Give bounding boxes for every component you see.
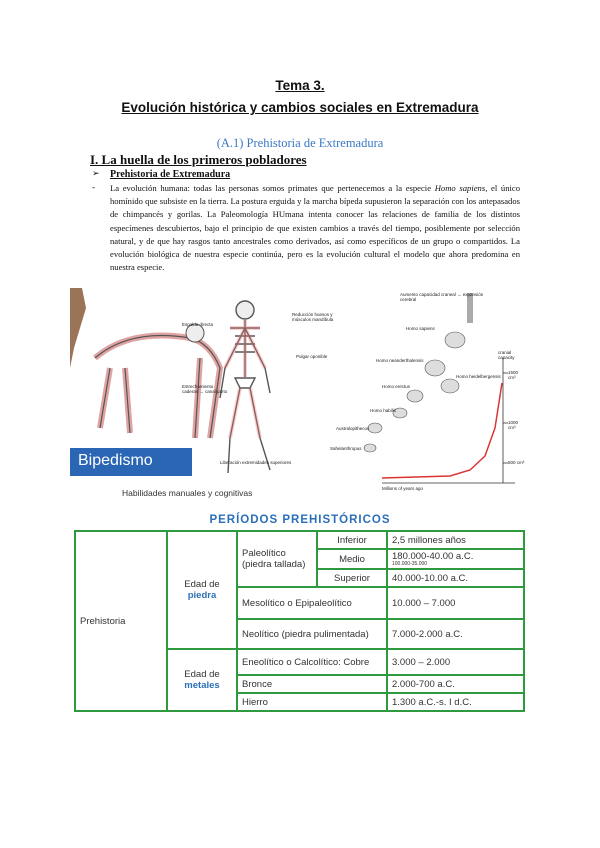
cell-superior-date: 40.000-10.00 a.C.	[387, 569, 524, 587]
cell-superior: Superior	[317, 569, 387, 587]
dash-bullet: -	[92, 182, 95, 192]
habilidades-caption: Habilidades manuales y cognitivas	[122, 488, 253, 498]
paragraph-evolucion	[110, 182, 520, 274]
cell-neolitico: Neolítico (piedra pulimentada)	[237, 619, 387, 649]
skull-icons	[364, 332, 465, 452]
cell-edad-piedra	[167, 531, 237, 649]
cell-hierro: Hierro	[237, 693, 387, 711]
label-erectus: Homo erectus	[382, 384, 411, 389]
cell-inferior-date: 2,5 millones años	[387, 531, 524, 549]
cell-mesolitico: Mesolítico o Epipaleolítico	[237, 587, 387, 619]
label-c1000: 1000 cm³	[508, 420, 519, 430]
label-aumento: Aumento capacidad craneal → expansión cerebral	[400, 292, 484, 302]
label-reduccion: Reducción huesos y músculos mandíbula	[292, 312, 334, 322]
cell-prehistoria: Prehistoria	[75, 531, 167, 711]
paragraph-part-1: La evolución humana: todas las personas somos primates que pertenecemos a la especie	[110, 183, 435, 193]
skeleton-ape-icon	[95, 324, 220, 438]
cell-mesolitico-date: 10.000 – 7.000	[387, 587, 524, 619]
label-sahel: Sahelanthropus	[330, 446, 362, 451]
doc-subtitle: Evolución histórica y cambios sociales en Extremadura	[121, 100, 479, 115]
paragraph-part-2: , el único homínido que subsiste en la tierra. La postura erguida y la marcha bípeda supusieron la separación con los antepasados de chimpancés y gorilas. La Paleomología HUmana intenta conocer las relaciones de familia de los distintos especímenes descubiertos, bajo el principio de que existen cambios a través del tiempo, posiblemente por selección natural, y de que hay rasgos tanto ancestrales como derivados, así como específicos de un grupo o compartidos. La evolución biológica de nuestra especie continúa, pero es la evolución cultural el modelo que ahora predomina en nuestra especie.	[110, 183, 520, 273]
label-pulgar: Pulgar oponible	[296, 354, 328, 359]
cell-eneolitico-date: 3.000 – 2.000	[387, 649, 524, 675]
periods-table	[74, 530, 525, 712]
cell-medio: Medio	[317, 549, 387, 569]
label-sapiens: Homo sapiens	[406, 326, 435, 331]
label-c1500: 1500 cm³	[508, 370, 519, 380]
medio-date: 180.000-40.00 a.C.	[392, 551, 474, 562]
arrow-bullet-icon: ➢	[92, 168, 100, 178]
cell-hierro-date: 1.300 a.C.-s. I d.C.	[387, 693, 524, 711]
label-estrechamiento: Estrechamiento caderas → canal parto	[182, 384, 228, 394]
subheading-prehistoria: Prehistoria de Extremadura	[110, 169, 231, 180]
metales-label: metales	[184, 680, 220, 691]
label-liberacion: Liberación extremidades superiores	[220, 460, 292, 465]
label-millions: Millions of years ago	[382, 486, 424, 491]
cell-inferior: Inferior	[317, 531, 387, 549]
label-habilis: Homo habilis	[370, 408, 397, 413]
cell-bronce-date: 2.000-700 a.C.	[387, 675, 524, 693]
cell-neolitico-date: 7.000-2.000 a.C.	[387, 619, 524, 649]
label-cranial: cranial capacity	[498, 350, 515, 360]
label-neander: Homo neanderthalensis	[376, 358, 424, 363]
label-c500: 500 cm³	[508, 460, 525, 465]
cell-edad-metales	[167, 649, 237, 711]
doc-title: Tema 3.	[275, 78, 325, 93]
cell-medio-date	[387, 549, 524, 569]
heading-primeros-pobladores: I. La huella de los primeros pobladores	[90, 152, 307, 167]
periods-title: PERÍODOS PREHISTÓRICOS	[209, 514, 391, 526]
medio-date-small: 100.000-35.000	[392, 561, 428, 567]
cell-bronce: Bronce	[237, 675, 387, 693]
edad-de-label-2: Edad de	[184, 669, 220, 680]
label-austral: Australopithecus	[336, 426, 370, 431]
cell-eneolitico: Eneolítico o Calcolítico: Cobre	[237, 649, 387, 675]
paragraph-homo-sapiens: Homo sapiens	[434, 183, 486, 193]
piedra-label: piedra	[187, 590, 217, 601]
label-heidel: Homo heidelbergensis	[456, 374, 501, 379]
section-title: (A.1) Prehistoria de Extremadura	[216, 136, 384, 150]
edad-de-label: Edad de	[184, 579, 220, 590]
evolution-figure	[70, 288, 525, 498]
cell-paleolitico: Paleolítico (piedra tallada)	[237, 531, 317, 587]
bipedismo-label: Bipedismo	[78, 452, 153, 469]
label-espalda: Espalda directa	[182, 322, 214, 327]
border-decoration	[70, 288, 86, 368]
